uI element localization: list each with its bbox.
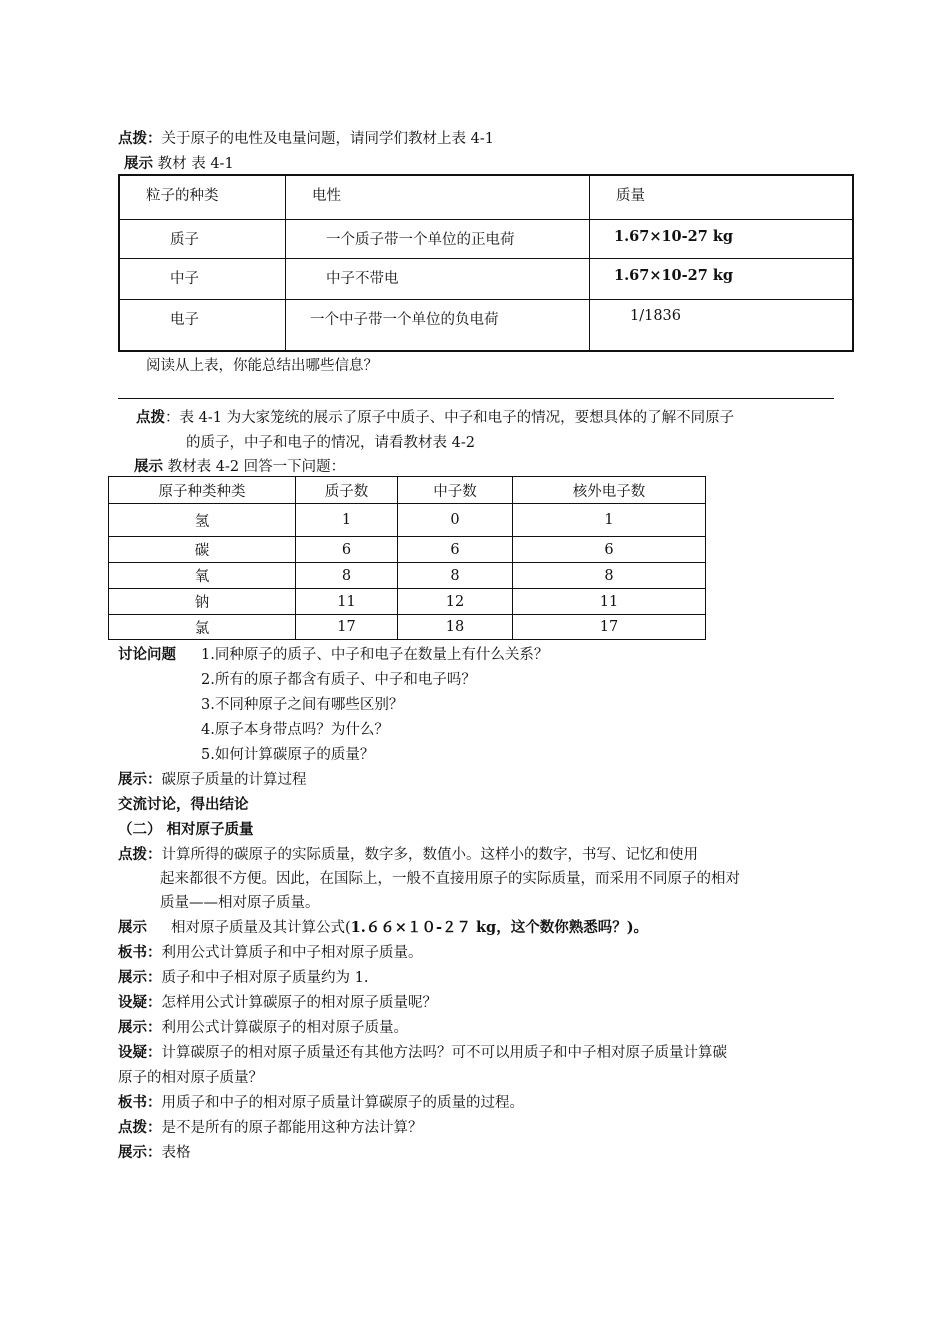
text: 是不是所有的原子都能用这种方法计算？ [161,1120,423,1136]
table-cell: 1 [296,504,398,537]
board-line [118,1091,524,1112]
section-heading: （二） 相对原子质量 [118,821,254,838]
table-cell: 质子 [170,232,199,248]
formula-bold: 1.６６×１０-２７ kg，这个数你熟悉吗？)。 [350,919,649,936]
header-cell: 质子数 [296,477,398,504]
table-cell: 18 [398,615,513,640]
label: 展示 [118,919,147,936]
header-cell: 粒子的种类 [146,188,219,204]
text: ：表 4-1 为大家笼统的展示了原子中质子、中子和电子的情况，要想具体的了解不同原子 [165,410,735,426]
formula-line [118,916,648,937]
show-line [118,1016,408,1037]
text: 用质子和中子的相对原子质量计算碳原子的质量的过程。 [161,1095,524,1111]
table-cell: 11 [296,589,398,615]
table-header-row [119,175,853,220]
label: 点拨： [118,846,162,863]
table-row [109,615,706,640]
table-cell: 17 [513,615,706,640]
text: 利用公式计算质子和中子相对原子质量。 [161,945,423,961]
header-cell: 中子数 [398,477,513,504]
text: 碳原子质量的计算过程 [161,772,307,788]
table-row [109,504,706,537]
discussion-label: 讨论问题 [118,646,176,663]
hint-line [136,406,734,427]
text: 教材表 4-2 回答一下问题： [163,459,346,475]
discussion-item: 3.不同种原子之间有哪些区别？ [201,697,404,713]
hint-paragraph [118,843,698,864]
table1-caption [124,152,234,173]
label: 展示： [118,1019,162,1036]
table-cell: 中子不带电 [326,271,399,287]
table-cell: 8 [296,563,398,589]
table2-caption [134,455,345,476]
atom-table [108,476,706,640]
discussion-item: 1.同种原子的质子、中子和电子在数量上有什么关系？ [201,647,549,663]
table-cell: 1 [513,504,706,537]
discussion-item: 2.所有的原子都含有质子、中子和电子吗？ [201,672,476,688]
text: 表格 [161,1145,191,1161]
hint-paragraph-line: 起来都很不方便。因此，在国际上，一般不直接用原子的实际质量，而采用不同原子的相对 [160,871,740,887]
hint-line-continued: 的质子，中子和电子的情况，请看教材表 4-2 [186,435,475,451]
table-cell: 8 [513,563,706,589]
text: 质子和中子相对原子质量约为 1. [161,970,369,986]
table-cell: 碳 [109,537,296,563]
header-cell: 核外电子数 [513,477,706,504]
text: 计算碳原子的相对原子质量还有其他方法吗？可不可以用质子和中子相对原子质量计算碳 [161,1045,727,1061]
text: 教材 表 4-1 [153,156,234,172]
table-cell: 一个质子带一个单位的正电荷 [326,232,515,248]
question-line [118,991,437,1012]
table-row [109,589,706,615]
label: 展示 [134,458,163,475]
text: 利用公式计算碳原子的相对原子质量。 [161,1020,408,1036]
table-cell: 钠 [109,589,296,615]
text: 相对原子质量及其计算公式( [171,920,351,936]
table-cell: 11 [513,589,706,615]
label: 展示： [118,1144,162,1161]
label: 展示： [118,969,162,986]
label: 点拨 [136,409,165,426]
text: 计算所得的碳原子的实际质量，数字多，数值小。这样小的数字，书写、记忆和使用 [161,847,698,863]
table-cell: 1/1836 [630,308,682,324]
table-row [119,300,853,352]
question-line [118,1041,727,1062]
label: 点拨： [118,1119,162,1136]
table-cell: 电子 [170,312,199,328]
label: 板书： [118,944,162,961]
reading-prompt: 阅读从上表，你能总结出哪些信息？ [146,358,378,374]
discussion-item: 4.原子本身带点吗？为什么？ [201,722,389,738]
table-cell: 8 [398,563,513,589]
label: 设疑： [118,1044,162,1061]
label: 板书： [118,1094,162,1111]
table-cell: 6 [296,537,398,563]
header-cell: 质量 [616,188,645,204]
table-cell: 氯 [109,615,296,640]
table-cell: 0 [398,504,513,537]
table-cell: 12 [398,589,513,615]
table-cell: 6 [513,537,706,563]
table-cell: 6 [398,537,513,563]
header-cell: 原子种类种类 [109,477,296,504]
label: 设疑： [118,994,162,1011]
divider [118,398,834,399]
board-line [118,941,423,962]
table-cell: 17 [296,615,398,640]
show-line [118,966,368,987]
table-row [109,537,706,563]
label: 展示： [118,771,162,788]
discussion-item: 5.如何计算碳原子的质量？ [201,747,375,763]
show-line [118,768,307,789]
header-cell: 电性 [312,188,341,204]
hint-paragraph-line: 质量——相对原子质量。 [160,895,320,911]
question-line-continued: 原子的相对原子质量？ [118,1070,263,1086]
table-cell: 1.67×10-27 kg [614,267,734,284]
text: 关于原子的电性及电量问题，请同学们教材上表 4-1 [161,131,494,147]
conclusion-heading: 交流讨论，得出结论 [118,796,249,813]
label: 展示 [124,155,153,172]
hint-line [118,1116,423,1137]
show-line [118,1141,191,1162]
intro-line [118,127,494,148]
text: 怎样用公式计算碳原子的相对原子质量呢？ [161,995,437,1011]
table-cell: 一个中子带一个单位的负电荷 [310,312,499,328]
table-row [119,220,853,259]
table-row [109,563,706,589]
table-cell: 氢 [109,504,296,537]
table-row [119,259,853,300]
table-header-row [109,477,706,504]
table-cell: 中子 [170,271,199,287]
table-cell: 1.67×10-27 kg [614,228,734,245]
table-cell: 氧 [109,563,296,589]
label: 点拨： [118,130,162,147]
particle-table [118,174,854,352]
